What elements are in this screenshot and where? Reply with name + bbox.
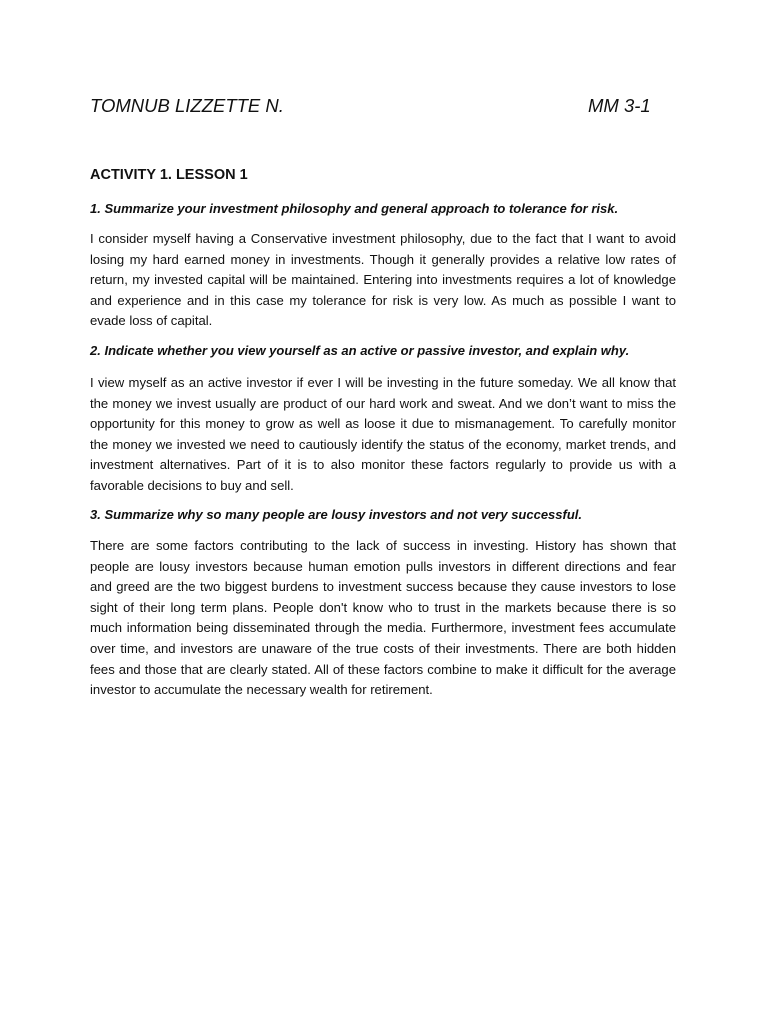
document-header — [90, 95, 676, 121]
student-name: TOMNUB LIZZETTE N. — [90, 95, 284, 116]
answer-2: I view myself as an active investor if ever I will be investing in the future someday. We all know that the money we invest usually are product of our hard work and sweat. And we don’t want to miss the opportunity for this money to grow as well as loose it due to mismanagement. To carefully monitor the money we invested we need to cautiously identify the status of the economy, market trends, and investment alternatives. Part of it is to also monitor these factors regularly to provide us with a favorable decisions to buy and sell. — [90, 375, 676, 493]
answer-3: There are some factors contributing to the lack of success in investing. History has shown that people are lousy investors because human emotion pulls investors in different directions and fear and greed are the two biggest burdens to investment success because they cause investors to lose sight of their long term plans. People don't know who to trust in the markets because there is so much information being disseminated through the media. Furthermore, investment fees accumulate over time, and investors are unaware of the true costs of their investments. There are both hidden fees and those that are clearly stated. All of these factors combine to make it difficult for the average investor to accumulate the necessary wealth for retirement. — [90, 538, 676, 698]
activity-title: ACTIVITY 1. LESSON 1 — [90, 167, 248, 183]
question-2: 2. Indicate whether you view yourself as an active or passive investor, and explain why. — [90, 343, 630, 358]
class-section: MM 3-1 — [588, 95, 651, 116]
question-3: 3. Summarize why so many people are lousy investors and not very successful. — [90, 507, 583, 522]
answer-1: I consider myself having a Conservative investment philosophy, due to the fact that I want to avoid losing my hard earned money in investments. Though it generally provides a relative low rates of return, my invested capital will be maintained. Entering into investments requires a lot of knowledge and experience and in this case my tolerance for risk is very low. As much as possible I want to evade loss of capital. — [90, 231, 676, 329]
question-1: 1. Summarize your investment philosophy and general approach to tolerance for risk. — [90, 201, 619, 216]
